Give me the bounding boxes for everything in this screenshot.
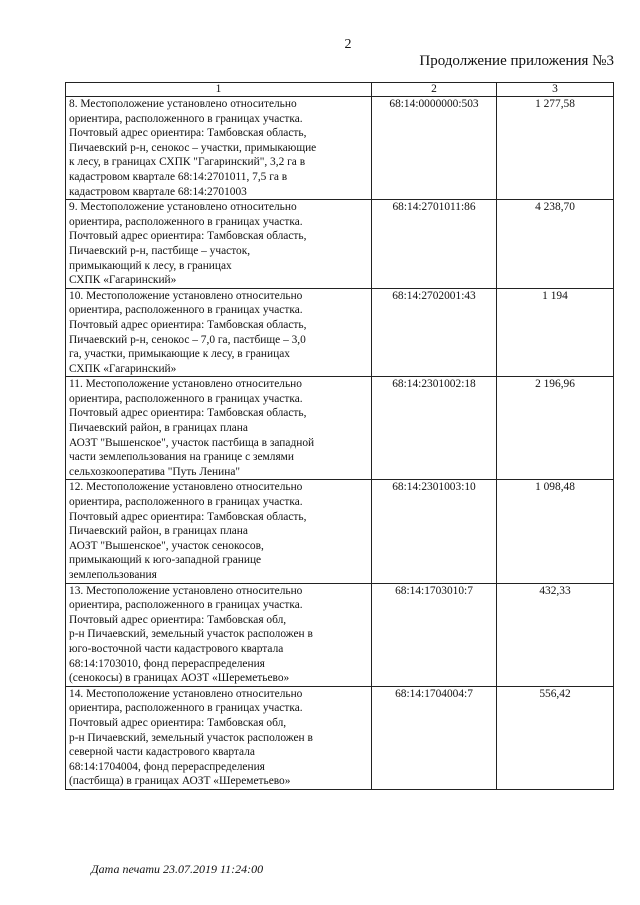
description-line: части землепользования на границе с землями bbox=[69, 451, 294, 464]
area-value: 432,33 bbox=[497, 583, 614, 686]
description-line: 68:14:1703010, фонд перераспределения bbox=[69, 657, 265, 670]
area-value: 4 238,70 bbox=[497, 200, 614, 289]
description-line: юго-восточной части кадастрового квартала bbox=[69, 642, 284, 655]
description-line: Почтовый адрес ориентира: Тамбовская область, bbox=[69, 318, 307, 331]
description-line: 9. Местоположение установлено относительно bbox=[69, 201, 297, 214]
description-line: 12. Местоположение установлено относительно bbox=[69, 481, 303, 494]
description-line: р-н Пичаевский, земельный участок расположен в bbox=[69, 731, 313, 744]
description-line: АОЗТ "Вышенское", участок пастбища в западной bbox=[69, 436, 315, 449]
description-line: к лесу, в границах СХПК "Гагаринский", 3,2 га в bbox=[69, 156, 306, 169]
area-value: 1 277,58 bbox=[497, 97, 614, 200]
description-line: Почтовый адрес ориентира: Тамбовская область, bbox=[69, 510, 307, 523]
location-description bbox=[66, 583, 372, 686]
description-line: северной части кадастрового квартала bbox=[69, 746, 255, 759]
description-line: Пичаевский район, в границах плана bbox=[69, 525, 248, 538]
description-line: Пичаевский р-н, пастбище – участок, bbox=[69, 244, 251, 257]
location-description bbox=[66, 377, 372, 480]
description-line: ориентира, расположенного в границах участка. bbox=[69, 392, 303, 405]
description-line: 11. Местоположение установлено относительно bbox=[69, 378, 302, 391]
location-description bbox=[66, 686, 372, 789]
table-row bbox=[66, 480, 614, 583]
column-header-2: 2 bbox=[372, 83, 497, 97]
description-line: АОЗТ "Вышенское", участок сенокосов, bbox=[69, 539, 264, 552]
description-line: кадастровом квартале 68:14:2701003 bbox=[69, 185, 247, 198]
description-line: ориентира, расположенного в границах участка. bbox=[69, 496, 303, 509]
description-line: р-н Пичаевский, земельный участок расположен в bbox=[69, 628, 313, 641]
description-line: примыкающий к лесу, в границах bbox=[69, 259, 232, 272]
description-line: Пичаевский р-н, сенокос – участки, примыкающие bbox=[69, 141, 317, 154]
description-line: 10. Местоположение установлено относительно bbox=[69, 289, 303, 302]
cadastral-number: 68:14:2301002:18 bbox=[372, 377, 497, 480]
description-line: ориентира, расположенного в границах участка. bbox=[69, 304, 303, 317]
area-value: 556,42 bbox=[497, 686, 614, 789]
description-line: СХПК «Гагаринский» bbox=[69, 362, 177, 375]
page-number: 2 bbox=[344, 37, 352, 52]
location-description bbox=[66, 97, 372, 200]
area-value: 2 196,96 bbox=[497, 377, 614, 480]
description-line: Почтовый адрес ориентира: Тамбовская область, bbox=[69, 230, 307, 243]
description-line: СХПК «Гагаринский» bbox=[69, 274, 177, 287]
cadastral-number: 68:14:1703010:7 bbox=[372, 583, 497, 686]
description-line: 68:14:1704004, фонд перераспределения bbox=[69, 760, 265, 773]
table-row bbox=[66, 200, 614, 289]
description-line: землепользования bbox=[69, 569, 157, 581]
cadastral-number: 68:14:2301003:10 bbox=[372, 480, 497, 583]
description-line: 13. Местоположение установлено относительно bbox=[69, 584, 303, 597]
cadastral-number: 68:14:2702001:43 bbox=[372, 288, 497, 377]
description-line: Почтовый адрес ориентира: Тамбовская обл, bbox=[69, 613, 287, 626]
description-line: (сенокосы) в границах АОЗТ «Шереметьево» bbox=[69, 672, 290, 685]
description-line: 8. Местоположение установлено относительно bbox=[69, 98, 297, 110]
table-row bbox=[66, 583, 614, 686]
description-line: ориентира, расположенного в границах участка. bbox=[69, 112, 303, 125]
cadastral-number: 68:14:0000000:503 bbox=[372, 97, 497, 200]
description-line: кадастровом квартале 68:14:2701011, 7,5 га в bbox=[69, 170, 288, 183]
location-description bbox=[66, 200, 372, 289]
description-line: Почтовый адрес ориентира: Тамбовская обл, bbox=[69, 716, 287, 729]
column-header-3: 3 bbox=[497, 83, 614, 97]
table-header-row bbox=[66, 83, 614, 97]
description-line: ориентира, расположенного в границах участка. bbox=[69, 215, 303, 228]
area-value: 1 194 bbox=[497, 288, 614, 377]
description-line: 14. Местоположение установлено относительно bbox=[69, 687, 303, 700]
print-date: Дата печати 23.07.2019 11:24:00 bbox=[91, 862, 264, 876]
description-line: Почтовый адрес ориентира: Тамбовская область, bbox=[69, 407, 307, 420]
description-line: (пастбища) в границах АОЗТ «Шереметьево» bbox=[69, 775, 291, 788]
description-line: Почтовый адрес ориентира: Тамбовская область, bbox=[69, 127, 307, 140]
description-line: примыкающий к юго-западной границе bbox=[69, 554, 262, 567]
land-plots-table bbox=[65, 82, 614, 790]
description-line: ориентира, расположенного в границах участка. bbox=[69, 599, 303, 612]
area-value: 1 098,48 bbox=[497, 480, 614, 583]
table-row bbox=[66, 686, 614, 789]
description-line: Пичаевский район, в границах плана bbox=[69, 422, 248, 435]
description-line: сельхозкооператива "Путь Ленина" bbox=[69, 465, 241, 478]
table-row bbox=[66, 377, 614, 480]
description-line: га, участки, примыкающие к лесу, в границах bbox=[69, 348, 290, 361]
table-row bbox=[66, 97, 614, 200]
table-row bbox=[66, 288, 614, 377]
cadastral-number: 68:14:1704004:7 bbox=[372, 686, 497, 789]
location-description bbox=[66, 480, 372, 583]
column-header-1: 1 bbox=[66, 83, 372, 97]
description-line: ориентира, расположенного в границах участка. bbox=[69, 702, 303, 715]
continuation-title: Продолжение приложения №3 bbox=[419, 53, 614, 69]
cadastral-number: 68:14:2701011:86 bbox=[372, 200, 497, 289]
location-description bbox=[66, 288, 372, 377]
description-line: Пичаевский р-н, сенокос – 7,0 га, пастбище – 3,0 bbox=[69, 333, 306, 346]
